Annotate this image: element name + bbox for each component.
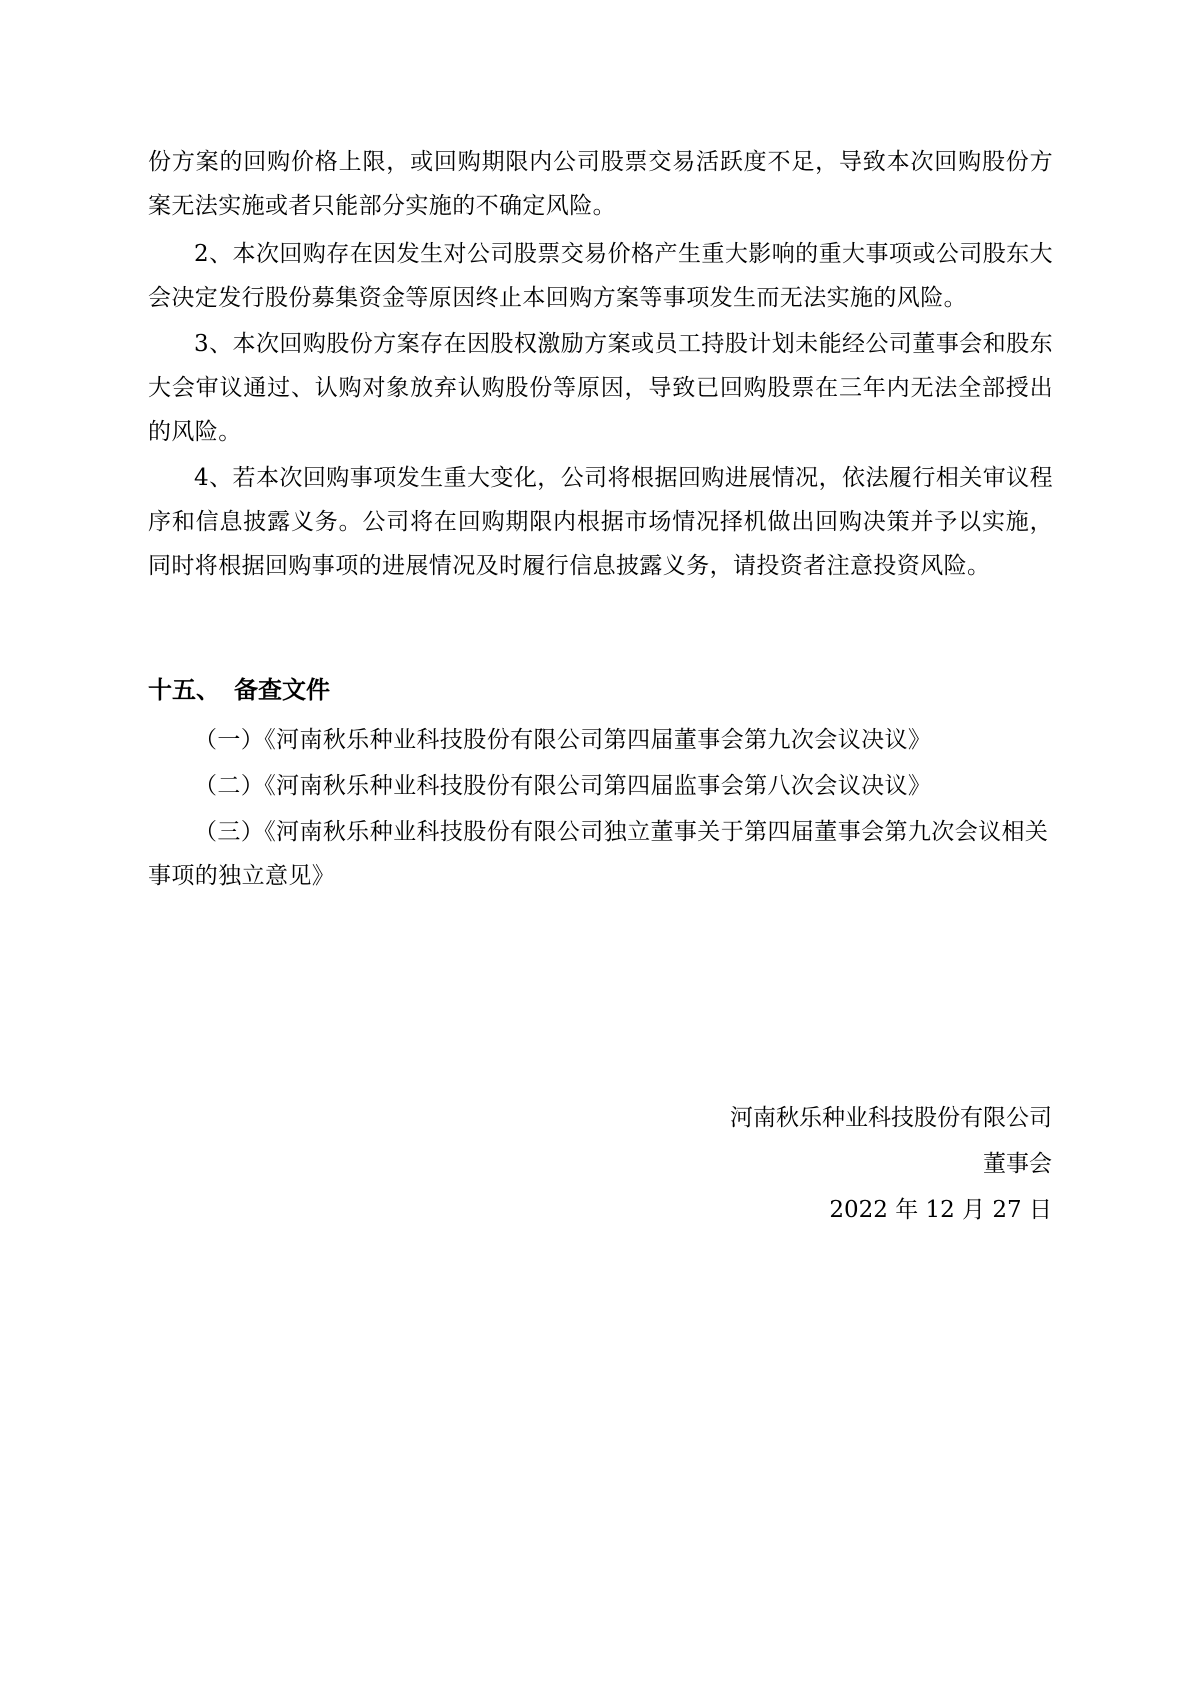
section-title: 备查文件 bbox=[234, 676, 330, 704]
reference-document-3: （三）《河南秋乐种业科技股份有限公司独立董事关于第四届董事会第九次会议相关事项的独立意见》 bbox=[148, 819, 1049, 889]
signature-board: 董事会 bbox=[983, 1151, 1052, 1177]
section-number: 十五、 bbox=[148, 676, 220, 704]
paragraph-risk-1-continued: 份方案的回购价格上限，或回购期限内公司股票交易活跃度不足，导致本次回购股份方案无法实施或者只能部分实施的不确定风险。 bbox=[148, 149, 1053, 219]
reference-document-2: （二）《河南秋乐种业科技股份有限公司第四届监事会第八次会议决议》 bbox=[194, 773, 932, 799]
reference-document-1: （一）《河南秋乐种业科技股份有限公司第四届董事会第九次会议决议》 bbox=[194, 727, 932, 753]
signature-company: 河南秋乐种业科技股份有限公司 bbox=[730, 1105, 1052, 1131]
paragraph-risk-3: 3、本次回购股份方案存在因股权激励方案或员工持股计划未能经公司董事会和股东大会审议通过、认购对象放弃认购股份等原因，导致已回购股票在三年内无法全部授出的风险。 bbox=[148, 331, 1053, 445]
paragraph-risk-4: 4、若本次回购事项发生重大变化，公司将根据回购进展情况，依法履行相关审议程序和信息披露义务。公司将在回购期限内根据市场情况择机做出回购决策并予以实施，同时将根据回购事项的进展情况及时履行信息披露义务，请投资者注意投资风险。 bbox=[148, 465, 1053, 579]
section-heading bbox=[148, 668, 330, 712]
signature-date: 2022 年 12 月 27 日 bbox=[829, 1197, 1052, 1223]
paragraph-risk-2: 2、本次回购存在因发生对公司股票交易价格产生重大影响的重大事项或公司股东大会决定发行股份募集资金等原因终止本回购方案等事项发生而无法实施的风险。 bbox=[148, 241, 1053, 311]
